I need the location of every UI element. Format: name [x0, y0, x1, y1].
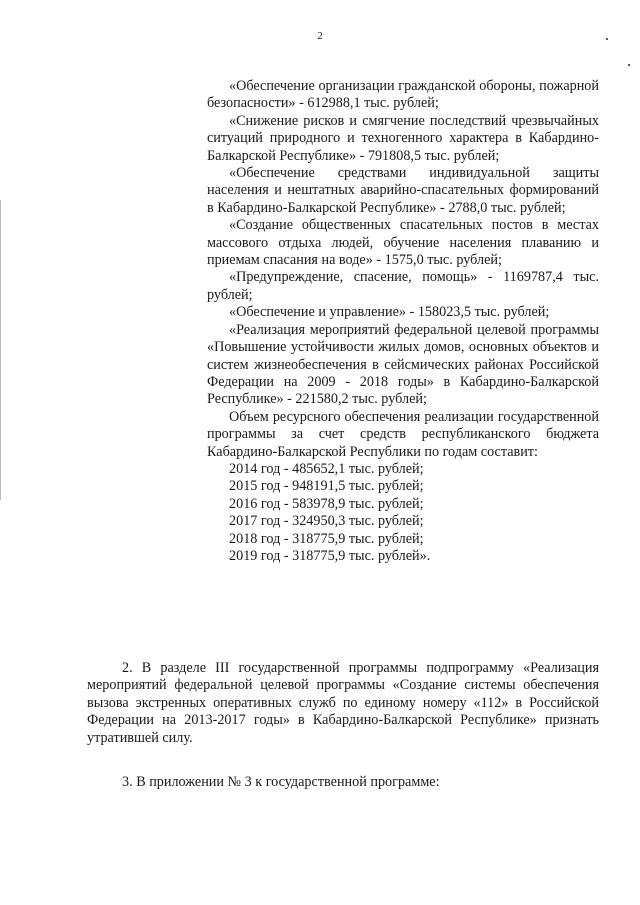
paragraph-2 [87, 660, 599, 747]
funding-summary: Объем ресурсного обеспечения реализации государственной программы за счет средств республиканского бюджета Кабардино-Балкарской Республики по годам составит: [207, 408, 599, 460]
scan-mark [628, 64, 630, 66]
funding-item: «Реализация мероприятий федеральной целевой программы «Повышение устойчивости жилых домов, основных объектов и систем жизнеобеспечения в сейсмических районах Российской Федерации на 2009 - 2018 годы» в Кабардино-Балкарской Республике» - 221580,2 тыс. рублей; [207, 321, 599, 408]
scan-edge [0, 200, 1, 500]
funding-list [207, 78, 599, 565]
yearly-funding-list [207, 461, 599, 565]
year-item: 2015 год - 948191,5 тыс. рублей; [229, 478, 424, 495]
year-item: 2016 год - 583978,9 тыс. рублей; [229, 495, 424, 512]
year-item: 2014 год - 485652,1 тыс. рублей; [229, 460, 424, 477]
paragraph-3-text: 3. В приложении № 3 к государственной программе: [122, 774, 440, 790]
paragraph-2-text: 2. В разделе III государственной программы подпрограмму «Реализация мероприятий федеральной целевой программы «Создание системы обеспечения вызова экстренных оперативных служб по единому номеру «112» в Российской Федерации на 2013-2017 годы» в Кабардино-Балкарской Республике» признать утратившей силу. [87, 660, 599, 746]
funding-item: «Предупреждение, спасение, помощь» - 1169787,4 тыс. рублей; [207, 269, 599, 303]
year-item: 2017 год - 324950,3 тыс. рублей; [229, 513, 424, 530]
scan-mark [606, 38, 608, 40]
funding-item: «Снижение рисков и смягчение последствий чрезвычайных ситуаций природного и техногенного характера в Кабардино-Балкарской Республике» - 791808,5 тыс. рублей; [207, 112, 599, 164]
funding-item: «Создание общественных спасательных постов в местах массового отдыха людей, обучение населения плаванию и приемам спасания на воде» - 1575,0 тыс. рублей; [207, 217, 599, 269]
year-item: 2018 год - 318775,9 тыс. рублей; [229, 530, 424, 547]
funding-item: «Обеспечение и управление» - 158023,5 тыс. рублей; [229, 304, 550, 321]
page-number: 2 [317, 30, 323, 42]
paragraph-3 [87, 774, 599, 791]
funding-item: «Обеспечение организации гражданской обороны, пожарной безопасности» - 612988,1 тыс. рублей; [207, 78, 599, 112]
funding-item: «Обеспечение средствами индивидуальной защиты населения и нештатных аварийно-спасательных формирований в Кабардино-Балкарской Республике» - 2788,0 тыс. рублей; [207, 165, 599, 216]
year-item: 2019 год - 318775,9 тыс. рублей». [229, 547, 431, 564]
